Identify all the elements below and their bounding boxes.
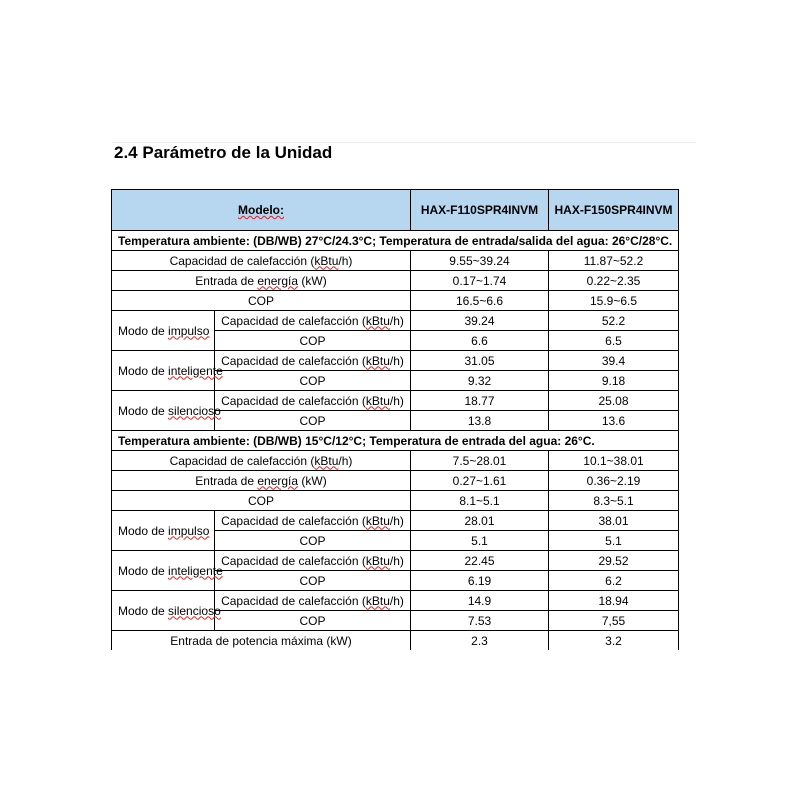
- value-cell: 6.2: [549, 571, 679, 591]
- value-cell: 6.19: [411, 571, 549, 591]
- model-1-header: HAX-F110SPR4INVM: [411, 190, 549, 231]
- condition-row: [112, 431, 679, 451]
- value-cell: 0.36~2.19: [549, 471, 679, 491]
- table-row: [112, 511, 679, 531]
- table-row: [112, 291, 679, 311]
- parameter-table: [111, 189, 679, 650]
- cop-label: COP: [112, 491, 411, 511]
- value-cell: 11.87~52.2: [549, 251, 679, 271]
- value-cell: 13.6: [549, 411, 679, 431]
- capacity-label: Capacidad de calefacción (kBtu/h): [215, 351, 411, 371]
- mode-boost-label: Modo de impulso: [112, 511, 215, 551]
- table-row: [112, 491, 679, 511]
- cop-label: COP: [112, 291, 411, 311]
- value-cell: 5.1: [411, 531, 549, 551]
- table-row: [112, 391, 679, 411]
- value-cell: 0.22~2.35: [549, 271, 679, 291]
- table-row: [112, 351, 679, 371]
- value-cell: 2.3: [411, 631, 549, 651]
- value-cell: 7.53: [411, 611, 549, 631]
- cop-label: COP: [215, 571, 411, 591]
- value-cell: 31.05: [411, 351, 549, 371]
- cop-label: COP: [215, 531, 411, 551]
- mode-smart-label: Modo de inteligente: [112, 351, 215, 391]
- value-cell: 9.18: [549, 371, 679, 391]
- capacity-label: Capacidad de calefacción (kBtu/h): [215, 391, 411, 411]
- value-cell: 28.01: [411, 511, 549, 531]
- value-cell: 16.5~6.6: [411, 291, 549, 311]
- energy-label: Entrada de energía (kW): [112, 271, 411, 291]
- mode-smart-label: Modo de inteligente: [112, 551, 215, 591]
- condition-row: [112, 231, 679, 251]
- value-cell: 9.32: [411, 371, 549, 391]
- value-cell: 6.6: [411, 331, 549, 351]
- mode-silent-label: Modo de silencioso: [112, 591, 215, 631]
- value-cell: 25.08: [549, 391, 679, 411]
- value-cell: 7,55: [549, 611, 679, 631]
- value-cell: 10.1~38.01: [549, 451, 679, 471]
- capacity-label: Capacidad de calefacción (kBtu/h): [112, 451, 411, 471]
- mode-boost-label: Modo de impulso: [112, 311, 215, 351]
- value-cell: 14.9: [411, 591, 549, 611]
- model-label: Modelo:: [238, 203, 284, 217]
- model-2-header: HAX-F150SPR4INVM: [549, 190, 679, 231]
- value-cell: 39.24: [411, 311, 549, 331]
- section-title: 2.4 Parámetro de la Unidad: [114, 143, 333, 162]
- capacity-label: Capacidad de calefacción (kBtu/h): [215, 311, 411, 331]
- value-cell: 5.1: [549, 531, 679, 551]
- capacity-label: Capacidad de calefacción (kBtu/h): [215, 551, 411, 571]
- value-cell: 18.94: [549, 591, 679, 611]
- value-cell: 52.2: [549, 311, 679, 331]
- model-label-cell: [112, 190, 411, 231]
- value-cell: 7.5~28.01: [411, 451, 549, 471]
- value-cell: 38.01: [549, 511, 679, 531]
- table-row: [112, 591, 679, 611]
- table-row: [112, 251, 679, 271]
- cop-label: COP: [215, 371, 411, 391]
- value-cell: 3.2: [549, 631, 679, 651]
- cop-label: COP: [215, 411, 411, 431]
- value-cell: 0.27~1.61: [411, 471, 549, 491]
- value-cell: 8.3~5.1: [549, 491, 679, 511]
- value-cell: 9.55~39.24: [411, 251, 549, 271]
- value-cell: 29.52: [549, 551, 679, 571]
- capacity-label: Capacidad de calefacción (kBtu/h): [215, 511, 411, 531]
- cop-label: COP: [215, 331, 411, 351]
- value-cell: 15.9~6.5: [549, 291, 679, 311]
- value-cell: 39.4: [549, 351, 679, 371]
- table-row: [112, 451, 679, 471]
- table-row: [112, 271, 679, 291]
- max-power-label: Entrada de potencia máxima (kW): [112, 631, 411, 651]
- value-cell: 8.1~5.1: [411, 491, 549, 511]
- mode-silent-label: Modo de silencioso: [112, 391, 215, 431]
- value-cell: 18.77: [411, 391, 549, 411]
- table-row: [112, 631, 679, 651]
- table-row: [112, 471, 679, 491]
- table-row: [112, 311, 679, 331]
- capacity-label: Capacidad de calefacción (kBtu/h): [112, 251, 411, 271]
- condition-1-text: Temperatura ambiente: (DB/WB) 27°C/24.3°C; Temperatura de entrada/salida del agua: 26°C/28°C.: [112, 231, 679, 251]
- value-cell: 22.45: [411, 551, 549, 571]
- capacity-label: Capacidad de calefacción (kBtu/h): [215, 591, 411, 611]
- condition-2-text: Temperatura ambiente: (DB/WB) 15°C/12°C; Temperatura de entrada del agua: 26°C.: [112, 431, 679, 451]
- value-cell: 0.17~1.74: [411, 271, 549, 291]
- table-row: [112, 551, 679, 571]
- table-header-row: [112, 190, 679, 231]
- energy-label: Entrada de energía (kW): [112, 471, 411, 491]
- value-cell: 13.8: [411, 411, 549, 431]
- cop-label: COP: [215, 611, 411, 631]
- value-cell: 6.5: [549, 331, 679, 351]
